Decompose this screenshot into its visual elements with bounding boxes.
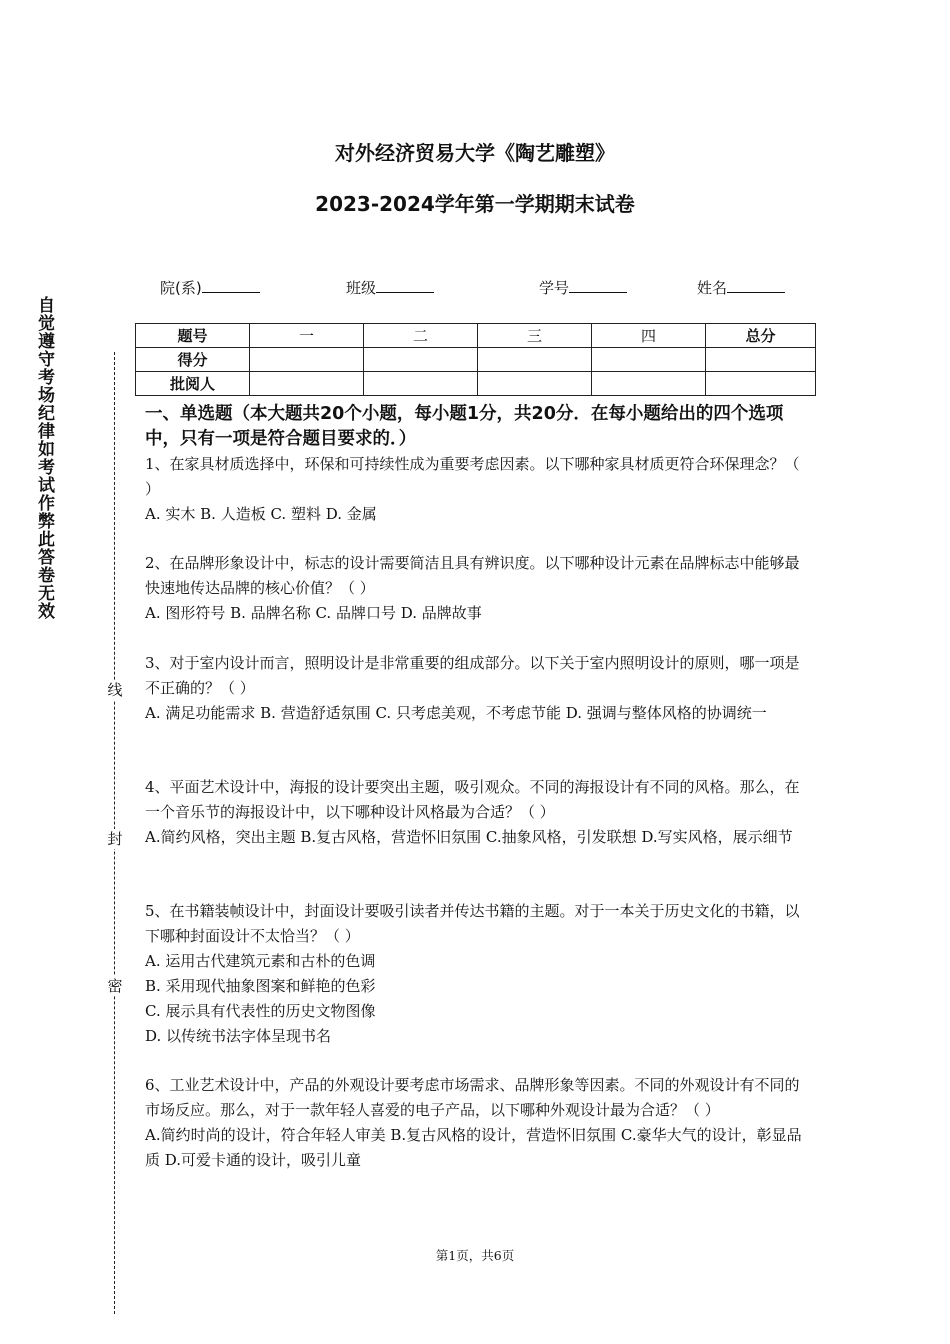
row-label-score: 得分 [136,348,250,372]
section-title-single-choice: 一、单选题（本大题共20个小题，每小题1分，共20分．在每小题给出的四个选项中，只有一项是符合题目要求的．） [145,404,784,449]
department-field[interactable] [160,276,260,298]
department-blank[interactable] [202,276,260,293]
header-cell-total: 总分 [706,324,816,348]
score-table-header-row [136,324,816,348]
question-6 [145,1073,809,1173]
seal-mark-seal: 封 [105,829,125,849]
exam-subtitle: 2023-2024学年第一学期期末试卷 [315,192,635,216]
department-label: 院(系) [160,279,202,297]
class-blank[interactable] [376,276,434,293]
grader-cell[interactable] [364,372,478,396]
question-2 [145,551,809,626]
row-label-grader: 批阅人 [136,372,250,396]
question-stem: 2、在品牌形象设计中，标志的设计需要简洁且具有辨识度。以下哪种设计元素在品牌标志中能够最快速地传达品牌的核心价值？（ ） [145,554,800,597]
class-label: 班级 [346,279,377,297]
question-5 [145,899,809,1049]
score-cell[interactable] [706,348,816,372]
score-cell[interactable] [250,348,364,372]
name-field[interactable] [697,276,785,298]
grader-row [136,372,816,396]
question-stem: 4、平面艺术设计中，海报的设计要突出主题，吸引观众。不同的海报设计有不同的风格。那么，在一个音乐节的海报设计中，以下哪种设计风格最为合适？（ ） [145,778,800,821]
question-options: A. 实木 B. 人造板 C. 塑料 D. 金属 [145,505,377,523]
question-4 [145,775,809,850]
question-1 [145,452,809,527]
grader-cell[interactable] [706,372,816,396]
seal-mark-secret: 密 [105,976,125,996]
question-stem: 3、对于室内设计而言，照明设计是非常重要的组成部分。以下关于室内照明设计的原则，哪一项是不正确的？（ ） [145,654,800,697]
question-options: A.简约时尚的设计，符合年轻人审美 B.复古风格的设计，营造怀旧氛围 C.豪华大气的设计，彰显品质 D.可爱卡通的设计，吸引儿童 [145,1126,802,1169]
question-options: A. 图形符号 B. 品牌名称 C. 品牌口号 D. 品牌故事 [145,604,482,622]
question-option-c: C. 展示具有代表性的历史文物图像 [145,1002,376,1020]
class-field[interactable] [346,276,434,298]
exam-title: 对外经济贸易大学《陶艺雕塑》 [335,141,615,165]
question-options: A. 满足功能需求 B. 营造舒适氛围 C. 只考虑美观，不考虑节能 D. 强调与整体风格的协调统一 [145,704,767,722]
name-label: 姓名 [697,279,728,297]
question-option-b: B. 采用现代抽象图案和鲜艳的色彩 [145,977,376,995]
score-cell[interactable] [592,348,706,372]
score-table [135,323,816,396]
grader-cell[interactable] [250,372,364,396]
question-option-d: D. 以传统书法字体呈现书名 [145,1027,332,1045]
header-cell-question-number: 题号 [136,324,250,348]
header-cell-part-3: 三 [478,324,592,348]
question-stem: 5、在书籍装帧设计中，封面设计要吸引读者并传达书籍的主题。对于一本关于历史文化的书籍，以下哪种封面设计不太恰当？（ ） [145,902,800,945]
exam-discipline-notice: 自觉遵守考场纪律如考试作弊此答卷无效 [34,296,54,620]
question-3 [145,651,809,726]
grader-cell[interactable] [592,372,706,396]
score-cell[interactable] [478,348,592,372]
header-cell-part-4: 四 [592,324,706,348]
name-blank[interactable] [727,276,785,293]
grader-cell[interactable] [478,372,592,396]
score-cell[interactable] [364,348,478,372]
page-footer: 第1页，共6页 [435,1248,515,1263]
student-id-field[interactable] [539,276,627,298]
header-cell-part-2: 二 [364,324,478,348]
question-stem: 6、工业艺术设计中，产品的外观设计要考虑市场需求、品牌形象等因素。不同的外观设计有不同的市场反应。那么，对于一款年轻人喜爱的电子产品，以下哪种外观设计最为合适？（ ） [145,1076,800,1119]
question-stem: 1、在家具材质选择中，环保和可持续性成为重要考虑因素。以下哪种家具材质更符合环保理念？（ ） [145,455,800,498]
student-id-blank[interactable] [569,276,627,293]
score-row [136,348,816,372]
student-id-label: 学号 [539,279,570,297]
question-options: A.简约风格，突出主题 B.复古风格，营造怀旧氛围 C.抽象风格，引发联想 D.写实风格，展示细节 [145,828,793,846]
question-option-a: A. 运用古代建筑元素和古朴的色调 [145,952,376,970]
seal-mark-line: 线 [105,680,125,700]
header-cell-part-1: 一 [250,324,364,348]
